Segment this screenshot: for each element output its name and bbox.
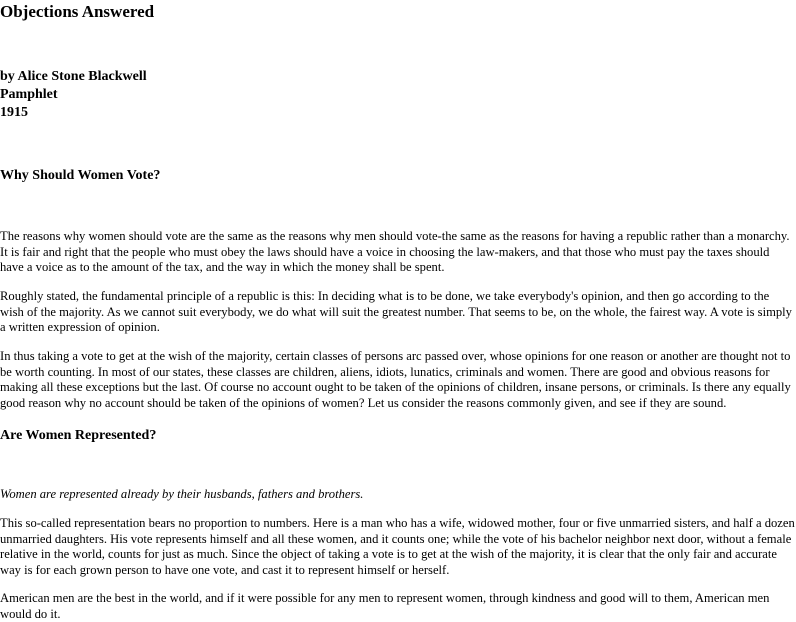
paragraph: The reasons why women should vote are the same as the reasons why men should vote-the same as the reasons for having a republic rather than a monarchy. It is fair and right that the people who must obey the laws should have a voice in choosing the law-makers, and that those who must pay the taxes should have a voice as to the amount of the tax, and the way in which the money shall be spent. [0,229,790,274]
objection-statement: Women are represented already by their husbands, fathers and brothers. [0,487,364,501]
paragraph: American men are the best in the world, and if it were possible for any men to represent women, through kindness and good will to them, American men would do it. [0,591,770,621]
publication-year: 1915 [0,105,28,120]
byline [0,68,147,122]
section-heading-why-vote: Why Should Women Vote? [0,168,161,183]
section-heading-represented: Are Women Represented? [0,428,157,443]
author-line: by Alice Stone Blackwell [0,69,147,84]
paragraph: This so-called representation bears no proportion to numbers. Here is a man who has a wife, widowed mother, four or five unmarried sisters, and half a dozen unmarried daughters. His vote represents himself and all these women, and it counts one; while the vote of his bachelor neighbor next door, without a female relative in the world, counts for just as much. Since the object of taking a vote is to get at the wish of the majority, it is clear that the only fair and accurate way is for each grown person to have one vote, and cast it to represent himself or herself. [0,516,795,577]
document-title: Objections Answered [0,2,155,21]
paragraph: Roughly stated, the fundamental principle of a republic is this: In deciding what is to be done, we take everybody's opinion, and then go according to the wish of the majority. As we cannot suit everybody, we do what will suit the greatest number. That seems to be, on the whole, the fairest way. A vote is simply a written expression of opinion. [0,289,792,334]
paragraph: In thus taking a vote to get at the wish of the majority, certain classes of persons arc passed over, whose opinions for one reason or another are thought not to be worth counting. In most of our states, these classes are children, aliens, idiots, lunatics, criminals and women. There are good and obvious reasons for making all these exceptions but the last. Of course no account ought to be taken of the opinions of children, insane persons, or criminals. Is there any equally good reason why no account should be taken of the opinions of women? Let us consider the reasons commonly given, and see if they are sound. [0,349,791,410]
document-type: Pamphlet [0,87,58,102]
